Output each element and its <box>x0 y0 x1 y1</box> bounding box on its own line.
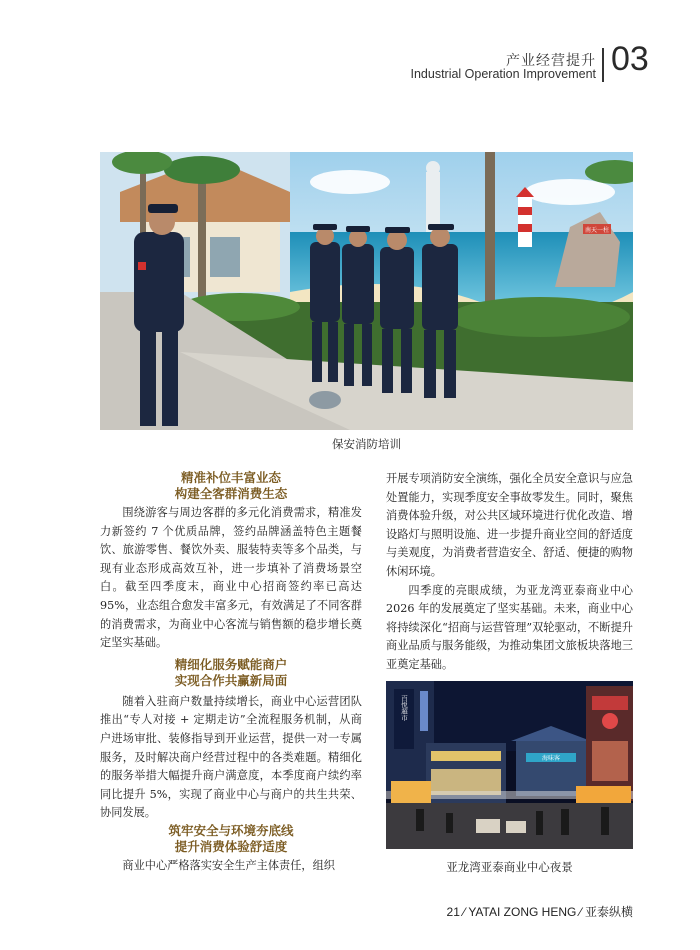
shop-sign: 海味客 <box>541 755 561 762</box>
photo2-caption: 亚龙湾亚泰商业中心夜景 <box>446 860 573 874</box>
heading-safety-line2: 提升消费体验舒适度 <box>174 838 288 854</box>
heading-merchant-service-line2: 实现合作共赢新局面 <box>174 672 288 688</box>
left-column <box>100 470 362 876</box>
heading-merchant-service-line1: 精细化服务赋能商户 <box>174 656 288 672</box>
security-training-photo <box>100 152 633 430</box>
paragraph-merchant-service: 随着入驻商户数量持续增长，商业中心运营团队推出“专人对接 + 定期走访”全流程服务机制，从商户进场审批、装修指导到开业运营，提供一对一专属服务，及时解决商户经营过程中的各类难题。精细化的服务举措大幅提升商户满意度，本季度商户续约率同比提升 5%，实现了商业中心与商户的共生共荣、协同发展。 <box>100 694 362 820</box>
paragraph-outlook: 四季度的亮眼成绩，为亚龙湾亚泰商业中心 2026 年的发展奠定了坚实基础。未来，商业中心将持续深化“招商与运营管理”双轮驱动，不断提升商业品质与服务能级，为推动集团文旅板块落地三亚奠定基础。 <box>386 583 633 671</box>
section-title-en: Industrial Operation Improvement <box>410 67 596 81</box>
section-title-cn: 产业经营提升 <box>506 53 596 69</box>
header-divider <box>602 48 604 82</box>
heading-business-mix-line1: 精准补位丰富业态 <box>180 470 281 485</box>
right-column <box>386 470 633 675</box>
photo1-caption: 保安消防培训 <box>332 437 401 451</box>
paragraph-business-mix: 围绕游客与周边客群的多元化消费需求，精准发力新签约 7 个优质品牌，签约品牌涵盖特色主题餐饮、旅游零售、餐饮外卖、服装特卖等多个品类，与现有业态形成高效互补，进一步填补了消费场景空白。截至四季度末，商业中心招商签约率已高达 95%，业态组合愈发丰富多元，有效满足了不同客群的消费需求，为商业中心客流与销售额的稳步增长奠定坚实基础。 <box>100 506 362 650</box>
mural-sign: 南天一柱 <box>584 227 610 234</box>
paragraph-safety-start: 商业中心严格落实安全生产主体责任，组织 <box>122 858 335 872</box>
tower-sign: 百悦超市 <box>400 695 408 721</box>
paragraph-safety-continued: 开展专项消防安全演练，强化全员安全意识与应急处置能力，实现季度安全事故零发生。同时，聚焦消费体验升级，对公共区域环境进行优化改造、增设路灯与照明设施、进一步提升商业空间的舒适度与美观度，为消费者营造安全、舒适、便捷的购物休闲环境。 <box>386 472 633 578</box>
night-view-photo <box>386 681 633 849</box>
heading-business-mix-line2: 构建全客群消费生态 <box>174 486 288 501</box>
night-view-illustration <box>386 681 633 849</box>
security-training-illustration <box>100 152 633 430</box>
section-number: 03 <box>611 40 649 78</box>
page-footer: 21 ⁄ YATAI ZONG HENG ⁄ 亚泰纵横 <box>446 905 633 919</box>
heading-safety-line1: 筑牢安全与环境夯底线 <box>168 822 294 838</box>
